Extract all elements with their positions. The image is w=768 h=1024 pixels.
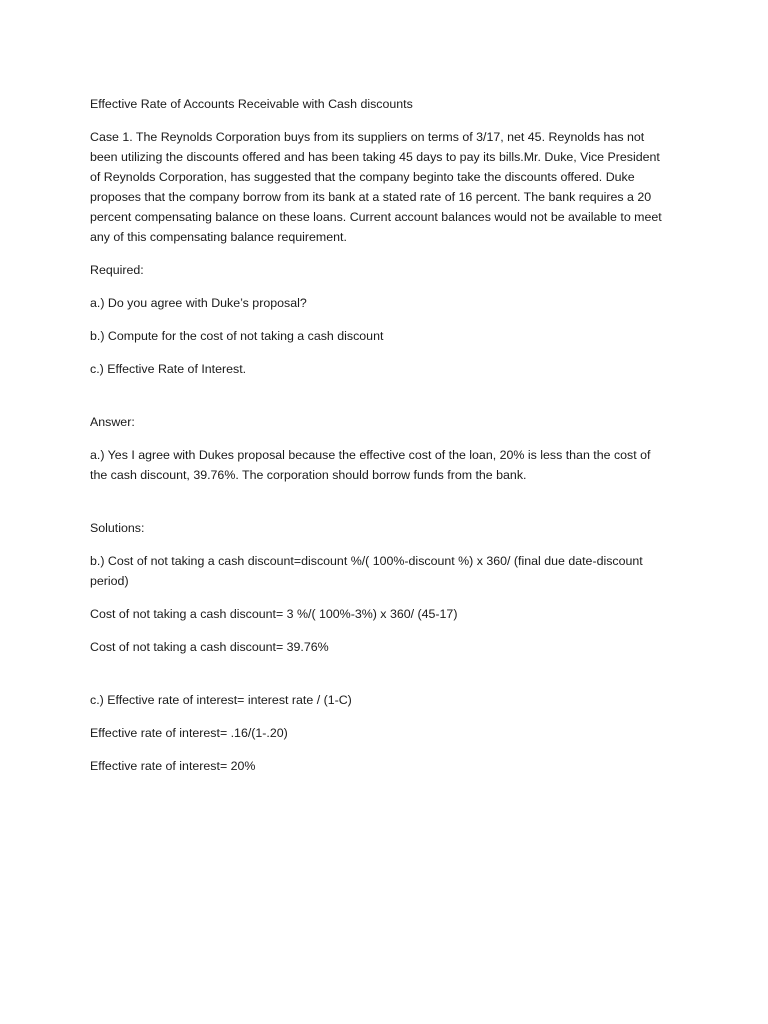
solutions-heading: Solutions: bbox=[90, 521, 145, 535]
case-paragraph: Case 1. The Reynolds Corporation buys from its suppliers on terms of 3/17, net 45. Reynolds has not been utilizing the discounts offered and has been taking 45 days to pay its bills.Mr. Duke, Vice President of Reynolds Corporation, has suggested that the company beginto take the discounts offered. Duke proposes that the company borrow from its bank at a stated rate of 16 percent. The bank requires a 20 percent compensating balance on these loans. Current account balances would not be available to meet any of this compensating balance requirement. bbox=[90, 130, 662, 244]
question-a: a.) Do you agree with Duke’s proposal? bbox=[90, 296, 307, 310]
document-title: Effective Rate of Accounts Receivable with Cash discounts bbox=[90, 97, 413, 111]
required-heading: Required: bbox=[90, 263, 144, 277]
answer-heading: Answer: bbox=[90, 415, 135, 429]
solution-c-result: Effective rate of interest= 20% bbox=[90, 759, 256, 773]
question-c: c.) Effective Rate of Interest. bbox=[90, 362, 247, 376]
solution-b-result: Cost of not taking a cash discount= 39.76% bbox=[90, 640, 329, 654]
document-page bbox=[90, 94, 670, 789]
solution-c-substitution: Effective rate of interest= .16/(1-.20) bbox=[90, 726, 288, 740]
solution-b-formula: b.) Cost of not taking a cash discount=discount %/( 100%-discount %) x 360/ (final due date-discount period) bbox=[90, 554, 643, 588]
answer-a: a.) Yes I agree with Dukes proposal because the effective cost of the loan, 20% is less than the cost of the cash discount, 39.76%. The corporation should borrow funds from the bank. bbox=[90, 448, 651, 482]
question-b: b.) Compute for the cost of not taking a cash discount bbox=[90, 329, 384, 343]
solution-c-formula: c.) Effective rate of interest= interest rate / (1-C) bbox=[90, 693, 352, 707]
solution-b-substitution: Cost of not taking a cash discount= 3 %/( 100%-3%) x 360/ (45-17) bbox=[90, 607, 458, 621]
